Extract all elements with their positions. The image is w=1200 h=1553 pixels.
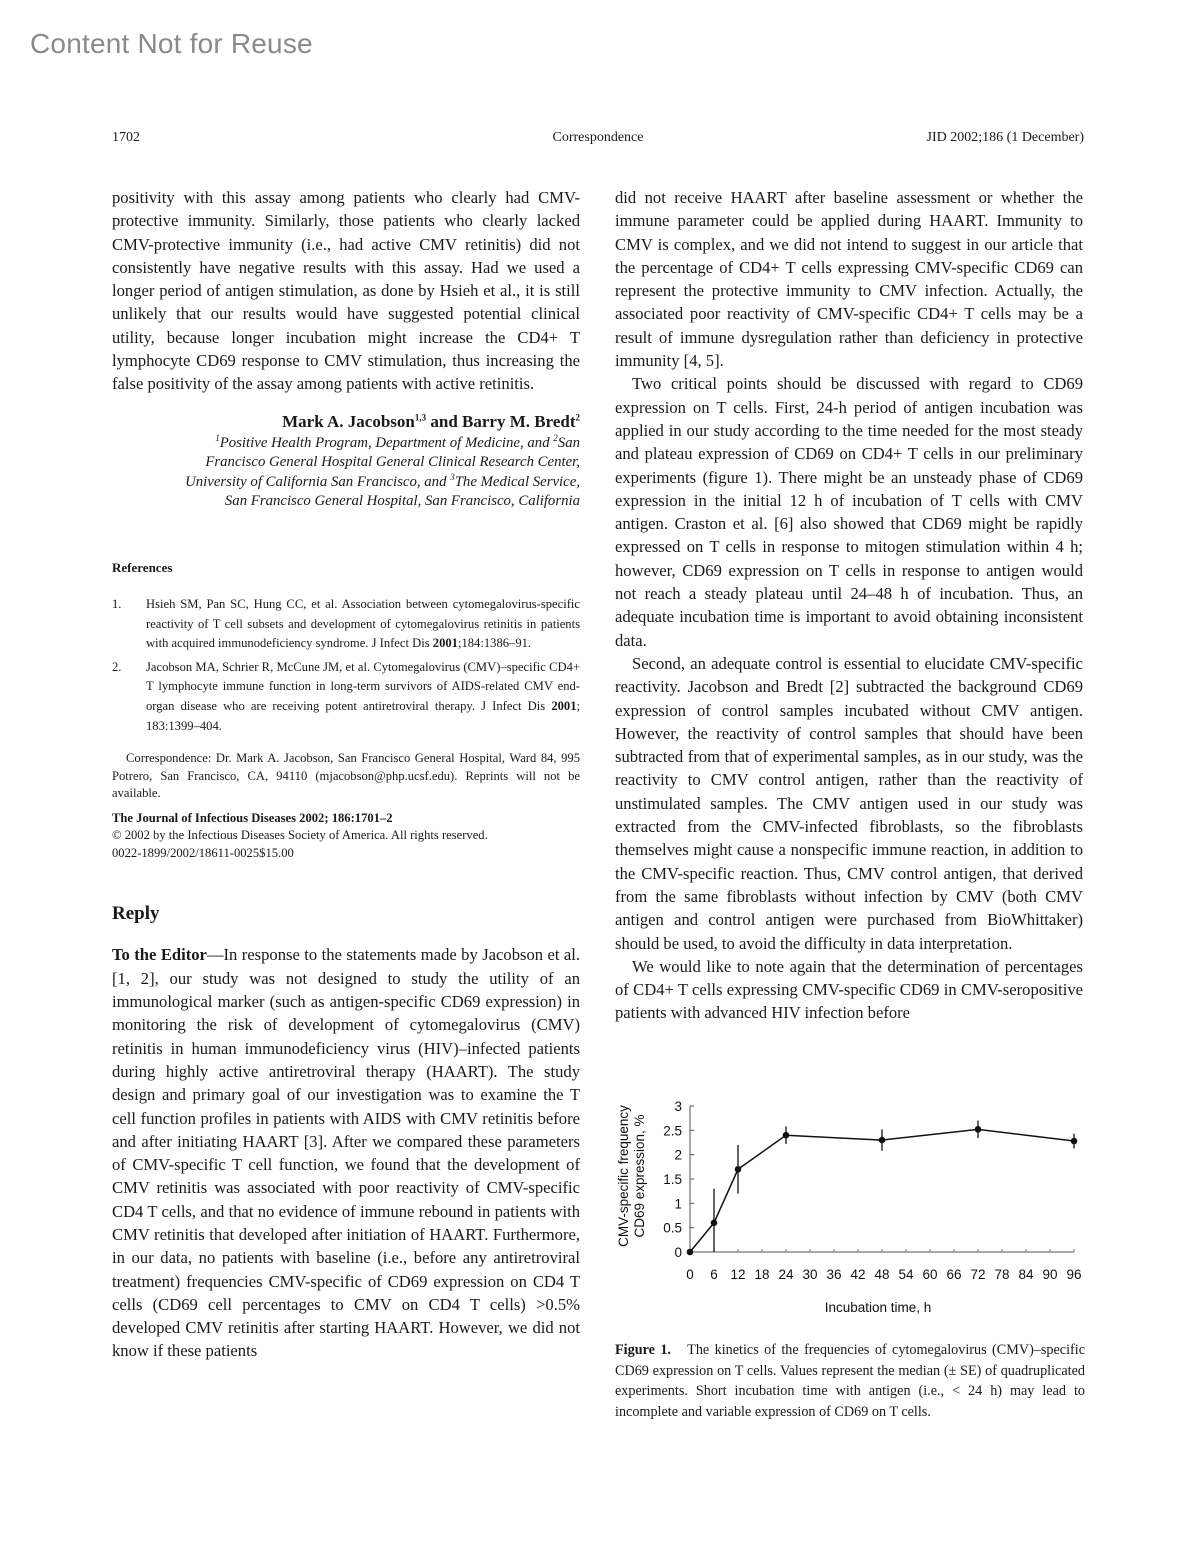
author-1-affiliation: 1,3 bbox=[414, 412, 427, 423]
y-axis-label-line-2: CD69 expression, % bbox=[632, 1114, 647, 1238]
author-conjunction: and bbox=[426, 411, 463, 431]
y-tick-label: 0 bbox=[674, 1245, 682, 1260]
x-tick-label: 90 bbox=[1042, 1267, 1058, 1282]
affiliation-text: Positive Health Program, Department of Medicine, and bbox=[219, 434, 550, 451]
author-2-affiliation: 2 bbox=[575, 412, 580, 423]
y-tick-label: 2 bbox=[674, 1147, 682, 1163]
correspondence-note: Correspondence: Dr. Mark A. Jacobson, San Francisco General Hospital, Ward 84, 995 Potrero, San Francisco, CA, 94110 (mjacobson@php.ucsf.edu). Reprints will not be available. bbox=[112, 751, 580, 801]
affiliation-mark: 1 bbox=[215, 432, 220, 443]
journal-issue: JID 2002;186 (1 December) bbox=[926, 130, 1084, 145]
affiliation-line: Francisco General Hospital General Clinical Research Center, bbox=[205, 454, 580, 471]
reference-year: 2001 bbox=[432, 636, 458, 651]
x-tick-label: 36 bbox=[826, 1267, 842, 1282]
x-axis-label: Incubation time, h bbox=[824, 1300, 932, 1315]
author-1: Mark A. Jacobson bbox=[282, 411, 415, 431]
data-point bbox=[975, 1126, 982, 1133]
x-tick-label: 42 bbox=[850, 1267, 866, 1282]
affiliation-text: The Medical Service, bbox=[454, 473, 580, 490]
journal-citation: The Journal of Infectious Diseases 2002; 186:1701–2 bbox=[112, 810, 393, 825]
references-title: References bbox=[112, 559, 173, 575]
body-paragraph: We would like to note again that the determination of percentages of CD4+ T cells expressing CMV-specific CD69 in CMV-seropositive patients with advanced HIV infection before bbox=[615, 956, 1083, 1023]
y-tick-label: 3 bbox=[674, 1099, 682, 1114]
reply-lead: To the Editor bbox=[112, 945, 207, 965]
issn-line: 0022-1899/2002/18611-0025$15.00 bbox=[112, 845, 294, 860]
data-point bbox=[735, 1166, 742, 1173]
affiliation-text: San bbox=[557, 434, 580, 451]
reference-text: Jacobson MA, Schrier R, McCune JM, et al. Cytomegalovirus (CMV)–specific CD4+ T lymphocyte immune function in long-term survivors of AIDS-related CMV end-organ disease who are receiving potent antiretroviral therapy. J Infect Dis bbox=[146, 659, 580, 713]
reference-number: 2. bbox=[112, 659, 122, 674]
y-axis-label-line-1: CMV-specific frequency bbox=[616, 1105, 631, 1247]
affiliation-line bbox=[112, 473, 580, 493]
figure-1 bbox=[612, 1092, 1087, 1327]
data-point bbox=[783, 1132, 790, 1139]
x-tick-label: 54 bbox=[898, 1267, 914, 1282]
y-tick-label: 1 bbox=[674, 1196, 682, 1212]
affiliation-mark: 3 bbox=[450, 471, 455, 482]
x-tick-label: 18 bbox=[754, 1267, 770, 1282]
reply-paragraph bbox=[112, 943, 580, 1362]
watermark: Content Not for Reuse bbox=[30, 28, 313, 59]
journal-info bbox=[112, 810, 580, 863]
affiliation-mark: 2 bbox=[553, 432, 558, 443]
x-tick-label: 78 bbox=[994, 1267, 1010, 1282]
x-tick-label: 0 bbox=[686, 1267, 694, 1282]
y-tick-label: 1.5 bbox=[663, 1172, 682, 1187]
reference-text: Hsieh SM, Pan SC, Hung CC, et al. Association between cytomegalovirus-specific reactivity of T cell subsets and development of cytomegalovirus retinitis in patients with acquired immunodeficiency syndrome. J Infect Dis bbox=[146, 596, 580, 651]
figure-label: Figure 1. bbox=[615, 1342, 671, 1358]
left-column bbox=[112, 186, 580, 1363]
y-tick-label: 0.5 bbox=[663, 1220, 682, 1236]
reply-heading: Reply bbox=[112, 903, 160, 925]
body-paragraph: Second, an adequate control is essential to elucidate CMV-specific reactivity. Jacobson and Bredt [2] subtracted the background CD69 expression of control samples incubated without CMV antigen. However, the reactivity of control samples that should have been subtracted from that of experimental samples, as in our study, was the reactivity to CMV control antigen, rather than the reactivity of unstimulated samples. The CMV antigen used in our study was extracted from the CMV-infected fibroblasts, so the fibroblasts themselves might cause a nonspecific immune reaction, in addition to the CMV-specific reaction. Thus, CMV control antigen, that derived from the same fibroblasts without infection by CMV (both CMV antigen and control antigen were purchased from BioWhittaker) should be used, to avoid the difficulty in data interpretation. bbox=[615, 653, 1083, 953]
right-column bbox=[615, 186, 1083, 1025]
kinetics-chart bbox=[612, 1092, 1087, 1322]
x-tick-label: 6 bbox=[710, 1267, 718, 1282]
author-2: Barry M. Bredt bbox=[462, 411, 576, 431]
section-title: Correspondence bbox=[552, 130, 644, 145]
data-point bbox=[1071, 1138, 1078, 1145]
affiliation-text: University of California San Francisco, and bbox=[185, 473, 447, 490]
reference-item bbox=[112, 595, 580, 654]
x-tick-label: 24 bbox=[778, 1267, 794, 1282]
signature-block bbox=[112, 410, 580, 512]
x-tick-label: 66 bbox=[946, 1267, 962, 1282]
data-point bbox=[879, 1137, 886, 1144]
running-head bbox=[112, 130, 1084, 150]
affiliations bbox=[112, 434, 580, 512]
copyright-line: © 2002 by the Infectious Diseases Society of America. All rights reserved. bbox=[112, 828, 488, 843]
page-number: 1702 bbox=[112, 130, 140, 145]
body-paragraph: did not receive HAART after baseline assessment or whether the immune parameter could be applied during HAART. Immunity to CMV is complex, and we did not intend to suggest in our article that the percentage of CD4+ T cells expressing CMV-specific CD69 can represent the protective immunity to CMV infection. Actually, the associated poor reactivity of CMV-specific CD4+ T cells may be a result of immune dysregulation rather than deficiency in protective immunity [4, 5]. bbox=[615, 188, 1083, 371]
reply-text: —In response to the statements made by Jacobson et al. [1, 2], our study was not designed to study the utility of an immunological marker (such as antigen-specific CD69 expression) in monitoring the risk of development of cytomegalovirus (CMV) retinitis in human immunodeficiency virus (HIV)–infected patients during highly active antiretroviral therapy (HAART). The study design and primary goal of our investigation was to examine the T cell function profiles in patients with AIDS with CMV retinitis before and after initiating HAART [3]. After we compared these parameters of CMV-specific T cell function, we found that the development of CMV retinitis was associated with poor reactivity of CMV-specific CD4 T cells, and that no evidence of immune rebound in patients with CMV retinitis that developed after initiation of HAART. Furthermore, in our data, no patients with baseline (i.e., before any antiretroviral treatment) frequencies CMV-specific of CD69 expression on CD4 T cells (CD69 cell percentages to CMV on CD4 T cells) >0.5% developed CMV retinitis after starting HAART. However, we did not know if these patients bbox=[112, 945, 581, 1361]
data-point bbox=[711, 1220, 718, 1227]
x-tick-label: 96 bbox=[1066, 1267, 1082, 1282]
x-tick-label: 72 bbox=[970, 1267, 986, 1282]
x-tick-label: 30 bbox=[802, 1267, 818, 1282]
data-point bbox=[687, 1249, 694, 1256]
reference-list bbox=[112, 595, 580, 736]
author-names bbox=[112, 410, 580, 434]
x-tick-label: 48 bbox=[874, 1267, 890, 1282]
reference-number: 1. bbox=[112, 596, 122, 611]
x-tick-label: 60 bbox=[922, 1267, 938, 1282]
reference-item bbox=[112, 658, 580, 736]
affiliation-line: San Francisco General Hospital, San Francisco, California bbox=[224, 493, 580, 510]
y-tick-label: 2.5 bbox=[663, 1123, 682, 1139]
reference-text: ; 183:1399–404. bbox=[146, 698, 580, 733]
reference-text: ;184:1386–91. bbox=[457, 636, 532, 651]
reference-year: 2001 bbox=[551, 698, 577, 713]
letter-continuation: positivity with this assay among patients who clearly had CMV-protective immunity. Similarly, those patients who clearly lacked CMV-protective immunity (i.e., had active CMV retinitis) did not consistently have negative results with this assay. Had we used a longer period of antigen stimulation, as done by Hsieh et al., it is still unlikely that our results would have suggested potential clinical utility, because longer incubation might increase the CD4+ T lymphocyte CD69 response to CMV stimulation, thus increasing the false positivity of the assay among patients with active retinitis. bbox=[112, 188, 580, 394]
x-tick-label: 12 bbox=[730, 1267, 746, 1282]
affiliation-line bbox=[112, 434, 580, 454]
x-tick-label: 84 bbox=[1018, 1267, 1034, 1282]
body-paragraph: Two critical points should be discussed with regard to CD69 expression on T cells. First, 24-h period of antigen incubation was applied in our study according to the time needed for the most steady and plateau expression of CD69 on CD4+ T cells in our preliminary experiments (figure 1). There might be an unsteady phase of CD69 expression in the initial 12 h of incubation of T cells with CMV antigen. Craston et al. [6] also showed that CD69 might be rapidly expressed on T cells in response to mitogen stimulation within 4 h; however, CD69 expression on T cells in response to antigen would not reach a steady plateau until 24–48 h of incubation. Thus, an adequate incubation time is important to avoid obtaining inconsistent data. bbox=[615, 374, 1083, 650]
figure-caption-text: The kinetics of the frequencies of cytomegalovirus (CMV)–specific CD69 expression on T cells. Values represent the median (± SE) of quadruplicated experiments. Short incubation time with antigen (i.e., < 24 h) may lead to incomplete and variable expression of CD69 on T cells. bbox=[615, 1342, 1085, 1420]
figure-caption bbox=[615, 1340, 1085, 1422]
